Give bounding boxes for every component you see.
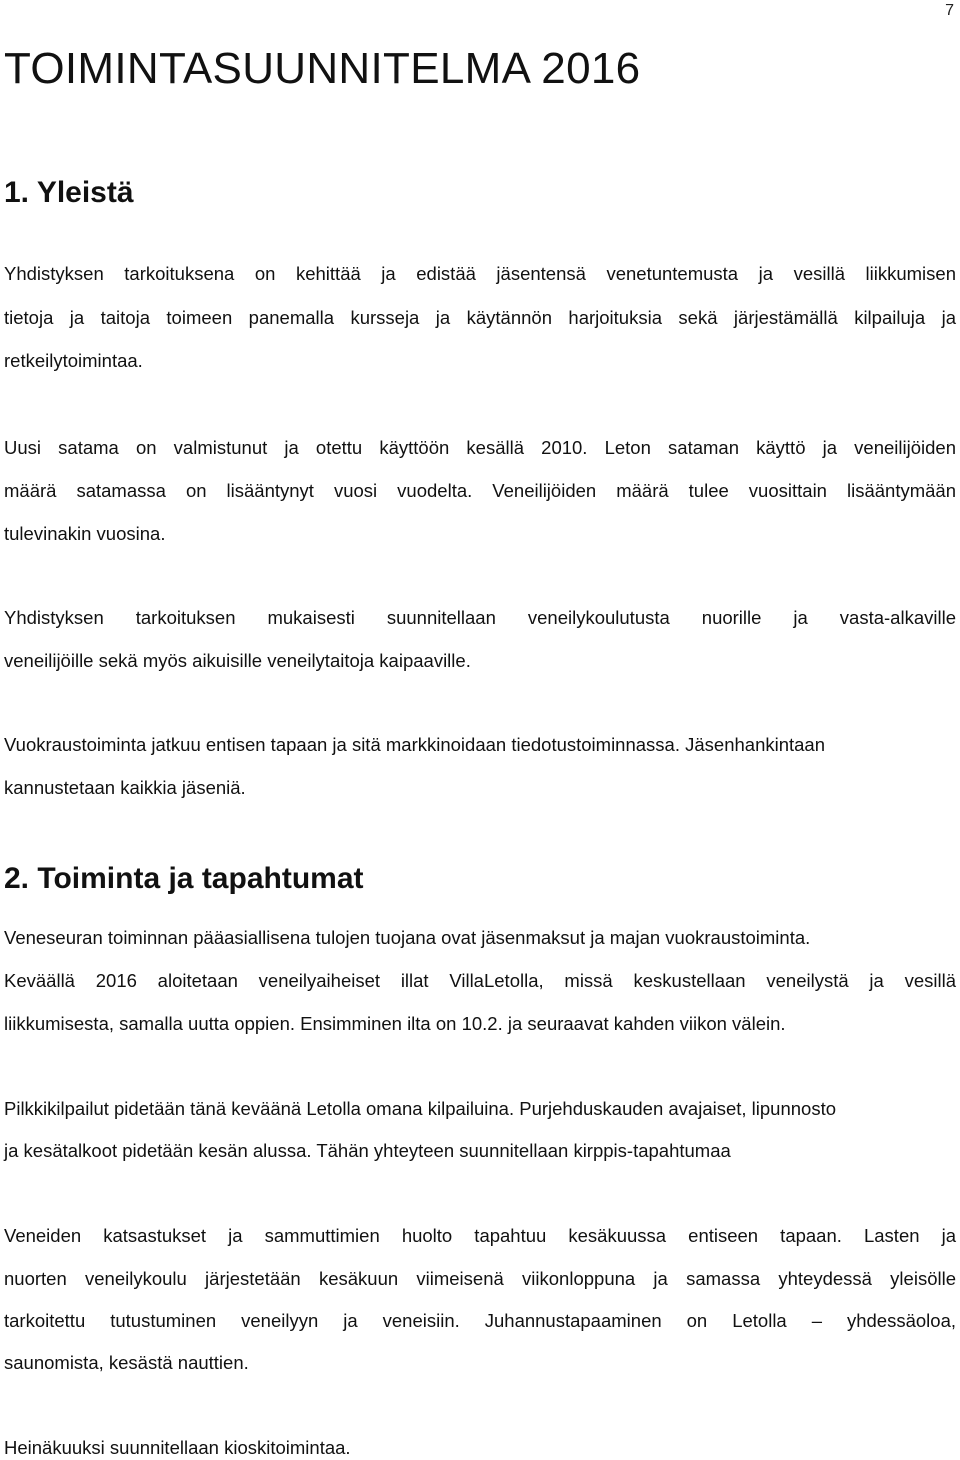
text-line: tietoja ja taitoja toimeen panemalla kursseja ja käytännön harjoituksia sekä järjestämällä kilpailuja ja xyxy=(4,307,956,328)
text-line: saunomista, kesästä nauttien. xyxy=(4,1352,249,1373)
text-line: Keväällä 2016 aloitetaan veneilyaiheiset illat VillaLetolla, missä keskustellaan veneilystä ja vesillä xyxy=(4,970,956,991)
section-heading: 2. Toiminta ja tapahtumat xyxy=(4,862,364,895)
text-line: Yhdistyksen tarkoituksena on kehittää ja edistää jäsentensä venetuntemusta ja vesillä liikkumisen xyxy=(4,263,956,284)
text-line: Veneseuran toiminnan pääasiallisena tulojen tuojana ovat jäsenmaksut ja majan vuokraustoiminta. xyxy=(4,927,811,948)
text-line: nuorten veneilykoulu järjestetään kesäkuun viimeisenä viikonloppuna ja samassa yhteydessä yleisölle xyxy=(4,1268,956,1289)
text-line: kannustetaan kaikkia jäseniä. xyxy=(4,777,246,798)
text-line: Heinäkuuksi suunnitellaan kioskitoimintaa. xyxy=(4,1437,351,1458)
section-heading: 1. Yleistä xyxy=(4,176,134,209)
text-line: Vuokraustoiminta jatkuu entisen tapaan ja sitä markkinoidaan tiedotustoiminnassa. Jäsenhankintaan xyxy=(4,734,826,755)
text-line: veneilijöille sekä myös aikuisille veneilytaitoja kaipaaville. xyxy=(4,650,471,671)
page-number: 7 xyxy=(945,2,954,19)
text-line: Uusi satama on valmistunut ja otettu käyttöön kesällä 2010. Leton sataman käyttö ja veneilijöiden xyxy=(4,437,956,458)
text-line: retkeilytoimintaa. xyxy=(4,350,143,371)
text-line: Yhdistyksen tarkoituksen mukaisesti suunnitellaan veneilykoulutusta nuorille ja vasta-alkaville xyxy=(4,607,956,628)
text-line: tulevinakin vuosina. xyxy=(4,523,166,544)
text-line: liikkumisesta, samalla uutta oppien. Ensimminen ilta on 10.2. ja seuraavat kahden viikon välein. xyxy=(4,1013,786,1034)
document-title: TOIMINTASUUNNITELMA 2016 xyxy=(4,44,641,93)
text-line: Veneiden katsastukset ja sammuttimien huolto tapahtuu kesäkuussa entiseen tapaan. Lasten ja xyxy=(4,1225,956,1246)
text-line: ja kesätalkoot pidetään kesän alussa. Tähän yhteyteen suunnitellaan kirppis-tapahtumaa xyxy=(4,1140,731,1161)
text-line: Pilkkikilpailut pidetään tänä keväänä Letolla omana kilpailuina. Purjehduskauden avajaiset, lipunnosto xyxy=(4,1098,837,1119)
text-line: tarkoitettu tutustuminen veneilyyn ja veneisiin. Juhannustapaaminen on Letolla – yhdessäoloa, xyxy=(4,1310,956,1331)
text-line: määrä satamassa on lisääntynyt vuosi vuodelta. Veneilijöiden määrä tulee vuosittain lisääntymään xyxy=(4,480,956,501)
